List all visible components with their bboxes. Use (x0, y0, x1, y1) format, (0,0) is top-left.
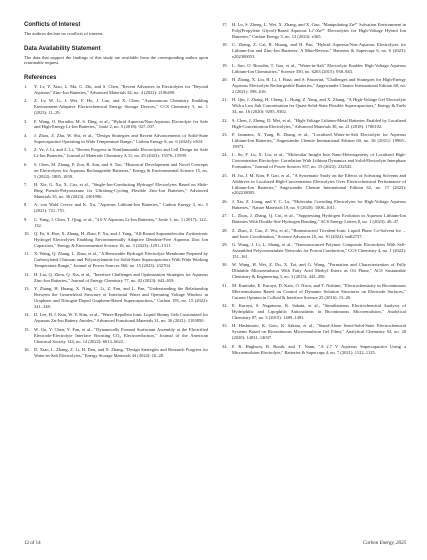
reference-item (222, 77, 406, 95)
reference-number: 25. (222, 172, 228, 178)
reference-item (222, 118, 406, 130)
right-column (222, 22, 406, 358)
reference-number: 34. (222, 343, 228, 349)
reference-text: F. R. Hughson, R. Borah, and T. Nann, "A 2.7 V Aqueous Supercapacitor Using a Microemulsion Electrolyte," Batteries & Supercaps 4, no. 7 (2021): 1122–1125. (232, 343, 406, 355)
reference-number: 27. (222, 213, 228, 219)
reference-item (222, 173, 406, 197)
reference-text: H. Qin, J. Zhang, H. Cheng, L. Hong, Z. Yang, and X. Zhang, "A High-Voltage Gel Electrolyte With a Low Salt Concentration for Quasi-Solid-State Flexible Supercapacitors," Energy & Fuels 34, no. 16 (2020): 9295–9302. (232, 97, 406, 115)
reference-item (24, 162, 208, 180)
reference-item (24, 286, 208, 310)
reference-number: 23. (222, 132, 228, 138)
reference-item (222, 242, 406, 260)
page-number: 12 of 14 (24, 541, 41, 546)
left-column (24, 22, 208, 362)
reference-number: 16. (24, 347, 30, 353)
reference-number: 13. (24, 286, 30, 292)
reference-number: 2. (24, 98, 28, 104)
reference-item (24, 84, 208, 96)
references-heading: References (24, 74, 57, 81)
reference-text: F. Wang, O. Borodin, M. S. Ding, et al., "Hybrid Aqueous/Non-Aqueous Electrolyte for Safe and High-Energy Li-Ion Batteries," Joule 2, no. 5 (2018): 927–937. (34, 118, 208, 130)
reference-text: S. Chen, J. Zheng, D. Mei, et al., "High-Voltage Lithium-Metal Batteries Enabled by Localized High-Concentration Electrolytes," Advanced Materials 30, no. 21 (2018): 1706102. (232, 117, 406, 129)
reference-text: H. Jia, J. M. Kim, P. Gao, et al., "A Systematic Study on the Effects of Solvating Solvents and Additives in Localized High-Concentration Electrolytes Over Electrochemical Performance of Lithium-Ion Batteries," Angewandte Chemie International Edition 62, no. 17 (2023): e202218005. (232, 172, 406, 196)
reference-number: 1. (24, 83, 28, 89)
reference-text: F. Jaumaux, X. Yang, B. Zhang, et al., "Localized Water-in-Salt Electrolyte for Aqueous Lithium-Ion Batteries," Angewandte Chemie International Edition 60, no. 36 (2021): 19965–19973. (232, 132, 406, 149)
reference-text: L. Zhou, J. Zhang, Q. Cui, et al., "Suppressing Hydrogen Evolution in Aqueous Lithium-Ion Batteries With Double-Site Hydrogen Bonding," ACS Energy Letters 8, no. 1 (2023): 40–47. (232, 213, 406, 225)
conflicts-heading: Conflicts of Interest (24, 22, 81, 28)
conflicts-text: The authors declare no conflicts of interest. (24, 31, 104, 36)
references-list-right (222, 22, 406, 356)
reference-text: Q. Fu, S. Hao, X. Zhang, H. Zhao, F. Xu, and J. Yang, "All-Round Supramolecular Zwitterionic Hydrogel Electrolytes Enabling Environmentally Adaptive Dendrite-Free Aqueous Zinc Ion Capacitors," Energy & Environmental Science 16, no. 3 (2023): 1291–1311. (34, 231, 208, 248)
reference-text: Y. Lv, Y. Xiao, L. Ma, C. Zhi, and S. Chen, "Recent Advances in Electrolytes for "Beyond Aqueous" Zinc-Ion Batteries," Advanced Materials 34, no. 4 (2022): 2106409. (34, 83, 208, 95)
reference-item (222, 152, 406, 170)
reference-text: C. Yang, J. Chen, T. Qing, et al., "4.0 V Aqueous Li-Ion Batteries," Joule 1, no. 1 (2017): 122–132. (34, 216, 208, 228)
reference-number: 12. (24, 271, 30, 277)
page-footer (24, 541, 406, 546)
reference-item (222, 42, 406, 60)
reference-item (222, 262, 406, 280)
reference-text: D. Lee, H. I. Kim, W. Y. Kim, et al., "Water-Repellent Ionic Liquid Skinny Gels Customized for Aqueous Zn-Ion Battery Anodes," Advanced Functional Materials 31, no. 36 (2021): 2103850. (34, 312, 208, 324)
reference-text: H. Hashimoto, K. Goto, K. Sakata, et al., "Stand-Alone Semi-Solid-State Electrochemical Systems Based on Bicontinuous Microemulsion Gel Films," Analytical Chemistry 92, no. 20 (2020): 14031–14037. (232, 323, 406, 341)
reference-text: W. Gu, Y. Chen, Y. Fan, et al., "Dynamically Formed Surfactant Assembly at the Electrified Electrode-Electrolyte Interface Boosting CO₂ Electroreduction," Journal of the American Chemical Society 144, no. 14 (2022): 6613–6622. (34, 326, 208, 344)
reference-number: 9. (24, 216, 28, 222)
reference-item (24, 217, 208, 229)
reference-text: Z. Zhao, Z. Cao, Z. Wu, et al., "Bioinstructed Trivalent-Ionic Liquid Phase Co-Solvent for ... and Ionic Coordination," Science Advances 10, no. 10 (2024): eadl2737. (232, 227, 406, 239)
reference-item (222, 213, 406, 225)
reference-text: L. Suo, O. Borodin, T. Gao, et al., "Water-in-Salt" Electrolyte Enables High-Voltage Aqueous Lithium-Ion Chemistries," Science 350, no. 6263 (2015): 938–943. (232, 62, 406, 74)
reference-item (222, 22, 406, 40)
reference-text: H. Xie, G. Xu, X. Cao, et al., "Single-Ion-Conducting Hydrogel Electrolytes Based on Slide-Ring Pseudo-Polyrotaxane for Ultralong-Cycling Flexible Zinc-Ion Batteries," Advanced Materials 35, no. 36 (2023): 2301996. (34, 182, 208, 199)
reference-number: 22. (222, 117, 228, 123)
reference-item (222, 303, 406, 321)
reference-text: Z. Ye, J. Li, and Z. Li, "Recent Progress in Nonflammable Electrolytes and Cell Design for Safe Li-Ion Batteries," Journal of Materials Chemistry A 11, no. 29 (2023): 15576–15599. (34, 147, 208, 159)
reference-number: 10. (24, 231, 30, 237)
availability-heading: Data Availability Statement (24, 45, 101, 52)
reference-number: 6. (24, 161, 28, 167)
reference-item (222, 199, 406, 211)
reference-text: E. Kuraya, S. Nagatomo, K. Sakata, et al., "Simultaneous Electrochemical Analysis of Hydrophilic and Lipophilic Antioxidants in Bicontinuous Microemulsion," Analytical Chemistry 87, no. 3 (2015): 1489–1493. (232, 303, 406, 320)
reference-number: 18. (222, 42, 228, 48)
reference-text: L. Su, F. Lu, X. Liu, et al., "Molecular Insight Into Nano-Heterogeneity of Localized High-Concentration Electrolyte: Correlation With Lithium Dynamics and Solid-Electrolyte Interphase Formation," Journal of Power Sources 557, no. 15 (2023): 232545. (232, 152, 406, 170)
reference-text: J. Xie, Z. Liang, and Y. C. Lu, "Molecular Crowding Electrolytes for High-Voltage Aqueous Batteries," Nature Materials 19, no. 9 (2020): 1006–1011. (232, 198, 406, 210)
reference-item (222, 344, 406, 356)
reference-item (24, 202, 208, 214)
reference-text: A. von Wald Cresce and K. Xu, "Aqueous Lithium-Ion Batteries," Carbon Energy 3, no. 5 (2021): 721–751. (34, 202, 208, 214)
reference-text: H. Zhang, X. Liu, H. Li, I. Hasa, and S. Passerini, "Challenges and Strategies for High-Energy Aqueous Electrolyte Rechargeable Batteries," Angewandte Chemie International Edition 60, no. 2 (2021): 598–616. (232, 77, 406, 94)
reference-number: 21. (222, 97, 228, 103)
reference-number: 33. (222, 323, 228, 329)
reference-number: 31. (222, 282, 228, 288)
reference-number: 4. (24, 132, 28, 138)
reference-item (24, 133, 208, 145)
reference-item (222, 132, 406, 150)
reference-number: 15. (24, 326, 30, 332)
reference-text: H. Lu, S. Zheng, L. Wei, X. Zhang, and X. Guo, "Manipulating Zn²⁺ Solvation Environment in Poly(Propylene Glycol)-Based Aqueous Li⁺/Zn²⁺ Electrolytes for High-Voltage Hybrid Ion Batteries," Carbon Energy 5, no. 12 (2023): e365. (232, 22, 406, 39)
reference-item (24, 347, 208, 359)
reference-text: X. Wang, Q. Zhang, L. Zhao, et al., "A Renewable Hydrogel Electrolyte Membrane Prepared by Carboxylated Chitosan and Polyacrylamide for Solid-State Supercapacitors With Wide Working Temperature Range," Journal of Power Sources 560, no. 15 (2023): 232704. (34, 251, 208, 269)
reference-text: H. Liu, Q. Zhou, Q. Xia, et al., "Interface Challenges and Optimization Strategies for Aqueous Zinc-Ion Batteries," Journal of Energy Chemistry 77, no. 02 (2023): 642–659. (34, 271, 208, 283)
reference-text: S. Chen, M. Zhang, P. Zou, B. Sun, and S. Tao, "Historical Development and Novel Concepts on Electrolytes for Aqueous Rechargeable Batteries," Energy & Environmental Science 15, no. 5 (2022): 1805–1839. (34, 161, 208, 179)
reference-item (24, 98, 208, 116)
reference-number: 29. (222, 242, 228, 248)
reference-number: 7. (24, 182, 28, 188)
reference-item (24, 272, 208, 284)
reference-number: 20. (222, 77, 228, 83)
reference-number: 32. (222, 303, 228, 309)
reference-item (24, 147, 208, 159)
availability-text: The data that support the findings of this study are available from the corresponding author upon reasonable request. (24, 54, 208, 66)
reference-number: 30. (222, 262, 228, 268)
reference-number: 14. (24, 312, 30, 318)
reference-number: 8. (24, 202, 28, 208)
reference-item (24, 119, 208, 131)
reference-item (222, 283, 406, 301)
reference-text: G. Wang, J. Li, L. Shang, et al., "Nanostructured Polymer Composite Electrolytes With Self-Assembled Polyoxometalate Networks for Proton Conduction," CCS Chemistry 4, no. 1 (2022): 151–161. (232, 242, 406, 259)
reference-text: D. Xiao, L. Zhang, Z. Li, H. Dou, and X. Zhang, "Design Strategies and Research Progress for Water-in-Salt Electrolytes," Energy Storage Materials 44 (2022): 10–28. (34, 347, 208, 359)
reference-text: J. Zhou, Z. Zhu, W. Shi, et al., "Design Strategies and Recent Advancements of Solid-State Supercapacitor Operating in Wide Temperature Range," Carbon Energy 6, no. 6 (2024): e504. (34, 132, 208, 144)
reference-item (24, 182, 208, 200)
reference-number: 24. (222, 152, 228, 158)
reference-item (24, 251, 208, 269)
reference-number: 17. (222, 22, 228, 27)
reference-number: 28. (222, 227, 228, 233)
references-list-left (24, 84, 208, 359)
reference-text: C. Zhang, Z. Cai, R. Huang, and H. Pan, "Hybrid Aqueous/Non-Aqueous Electrolytes for Lithium-Ion and Zinc-Ion Batteries: A Mini-Review," Batteries & Supercaps 6, no. 6 (2023): e202300053. (232, 42, 406, 60)
reference-item (222, 228, 406, 240)
reference-item (222, 63, 406, 75)
reference-text: M. Kunitake, E. Kuraya, D. Kato, O. Niwa, and T. Nishimi, "Electrochemistry in Bicontinuous Microemulsions Based on Control of Dynamic Solution Structures on Electrode Surfaces," Current Opinion in Colloid & Interface Science 25 (2016): 13–26. (232, 282, 406, 300)
journal-name: Carbon Energy, 2025 (362, 541, 406, 546)
reference-item (222, 323, 406, 341)
reference-item (24, 231, 208, 249)
reference-number: 5. (24, 147, 28, 153)
reference-item (222, 97, 406, 115)
reference-text: Z. Lv, W. Li, J. Wei, F. Ho, J. Cao, and X. Chen, "Autonomous Chemistry Enabling Environment-Adaptive Electrochemical Energy Storage Devices," CCS Chemistry 5, no. 1 (2023): 11–29. (34, 98, 208, 115)
reference-item (24, 327, 208, 345)
reference-number: 11. (24, 251, 30, 257)
reference-number: 19. (222, 62, 228, 68)
reference-text: W. Wang, H. Wei, Z. Du, X. Tai, and G. Wang, "Formation and Characterization of Fully Dilutable Microemulsion With Fatty Acid Methyl Esters as Oil Phase," ACS Sustainable Chemistry & Engineering 3, no. 3 (2015): 443–450. (232, 262, 406, 280)
reference-number: 26. (222, 198, 228, 204)
reference-text: Y. Zhang, H. Huang, X. Ning, C. Li, Z. Fan, and L. Pan, "Understanding the Relationship Between the Geometrical Structure of Interfacial Water and Operating Voltage Window in Graphene and Nitrogen-Doped Graphene-Based Supercapacitors," Carbon 195, no. 15 (2022): 341–348. (34, 286, 208, 309)
reference-item (24, 312, 208, 324)
reference-number: 3. (24, 118, 28, 124)
